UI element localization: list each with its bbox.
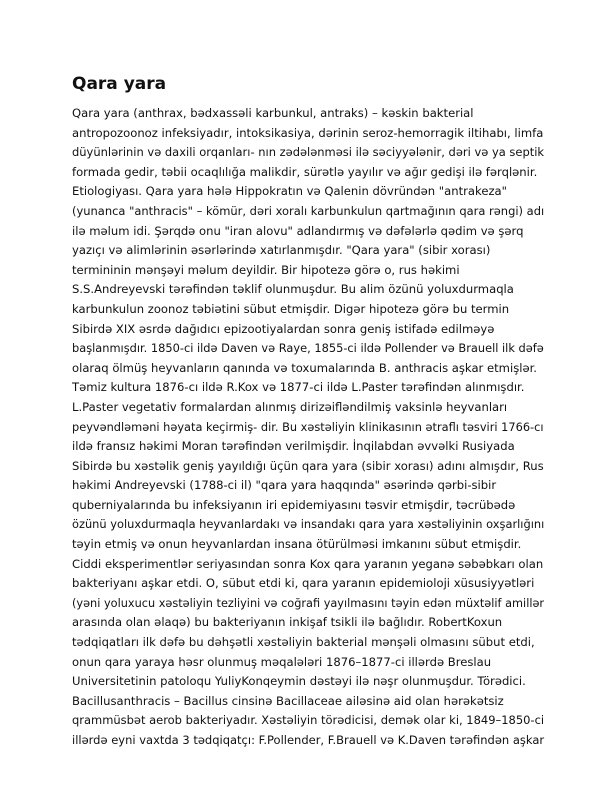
body-text-line: Ciddi eksperimentlər seriyasından sonra Kox qara yaranın yeganə səbəbkarı olan (72, 556, 544, 571)
body-text-line: ildə fransız həkimi Moran tərəfindən verilmişdir. İnqilabdan əvvəlki Rusiyada (72, 439, 515, 454)
body-text-line: Bacillusanthracis – Bacillus cinsinə Bacillaceae ailəsinə aid olan hərəkətsiz (72, 693, 504, 708)
body-text-line: qrammüsbət aerob bakteriyadır. Xəstəliyin törədicisi, demək olar ki, 1849–1850-ci (72, 713, 545, 728)
body-text-line: onun qara yaraya həsr olunmuş məqalələri 1876–1877-ci illərdə Breslau (72, 654, 492, 669)
body-text-line: (yunanca "anthracis" – kömür, dəri xoralı karbunkulun qartmağının qara rəngi) adı (72, 203, 545, 218)
body-text-line: antropozoonoz infeksiyadır, intoksikasiya, dərinin seroz-hemorragik iltihabı, limfa (72, 125, 544, 140)
body-text-line: (yəni yoluxucu xəstəliyin tezliyini və coğrafi yayılmasını təyin edən müxtəlif amillər (72, 595, 545, 610)
document-title: Qara yara (72, 74, 167, 94)
body-text-line: bakteriyanı aşkar etdi. O, sübut etdi ki, qara yaranın epidemioloji xüsusiyyətləri (72, 576, 535, 591)
body-text-line: başlanmışdır. 1850-ci ildə Daven və Raye, 1855-ci ildə Pollender və Brauell ilk dəfə (72, 341, 544, 356)
body-text-line: formada gedir, təbii ocaqlılığa malikdir, sürətlə yayılır və ağır gedişi ilə fərqlənir. (72, 164, 538, 179)
body-text-line: Etiologiyası. Qara yara hələ Hippokratın və Qalenin dövründən "antrakeza" (72, 184, 507, 199)
body-text-line: illərdə eyni vaxtda 3 tədqiqatçı: F.Pollender, F.Brauell və K.Daven tərəfindən aşkar (72, 733, 545, 747)
body-text-line: termininin mənşəyi məlum deyildir. Bir hipotezə görə o, rus həkimi (72, 262, 460, 277)
body-text-line: tədqiqatları ilk dəfə bu dəhşətli xəstəliyin bakterial mənşəli olmasını sübut etdi, (72, 635, 535, 650)
body-text-line: Təmiz kultura 1876-cı ildə R.Kox və 1877-ci ildə L.Paster tərəfindən alınmışdır. (72, 380, 525, 395)
body-text-line: olaraq ölmüş heyvanların qanında və toxumalarında B. anthracis aşkar etmişlər. (72, 360, 537, 375)
body-text-line: S.S.Andreyevski tərəfindən təklif olunmuşdur. Bu alim özünü yoluxdurmaqla (72, 282, 514, 297)
body-text-line: həkimi Andreyevski (1788-ci il) "qara yara haqqında" əsərində qərbi-sibir (72, 478, 497, 493)
body-text-line: peyvəndləməni həyata keçirmiş- dir. Bu xəstəliyin klinikasının ətraflı təsviri 1766-cı (72, 419, 544, 434)
body-text-line: özünü yoluxdurmaqla heyvanlardakı və insandakı qara yara xəstəliyinin oxşarlığını (72, 517, 545, 532)
body-text-line: L.Paster vegetativ formalardan alınmış dirizəifləndilmiş vaksinlə heyvanları (72, 399, 508, 414)
body-text-line: Universitetinin patoloqu YuliyKonqeymin dəstəyi ilə nəşr olunmuşdur. Törədici. (72, 674, 526, 689)
body-text-line: Sibirdə bu xəstəlik geniş yayıldığı üçün qara yara (sibir xorası) adını almışdır, Rus (72, 458, 544, 473)
body-text-line: quberniyalarında bu infeksiyanın iri epidemiyasını təsvir etmişdir, təcrübədə (72, 497, 516, 512)
body-text-line: təyin etmiş və onun heyvanlardan insana ötürülməsi imkanını sübut etmişdir. (72, 537, 522, 552)
body-text-line: düyünlərinin və daxili orqanları- nın zədələnməsi ilə səciyyələnir, dəri və ya septik (72, 145, 545, 160)
body-text-line: ilə məlum idi. Şərqdə onu "iran alovu" adlandırmış və dəfələrlə qədim və şərq (72, 223, 524, 238)
body-text-line: Sibirdə XIX əsrdə dağıdıcı epizootiyalardan sonra geniş istifadə edilməyə (72, 321, 495, 336)
body-text-line: karbunkulun zoonoz təbiətini sübut etmişdir. Digər hipotezə görə bu termin (72, 301, 510, 316)
body-text-line: arasında olan əlaqə) bu bakteriyanın inkişaf tsikli ilə bağlıdır. RobertKoxun (72, 615, 503, 630)
body-text-line: yazıçı və alimlərinin əsərlərində xatırlanmışdır. "Qara yara" (sibir xorası) (72, 243, 491, 258)
document-body (72, 104, 544, 751)
body-text-line: Qara yara (anthrax, bədxassəli karbunkul, antraks) – kəskin bakterial (72, 106, 474, 120)
